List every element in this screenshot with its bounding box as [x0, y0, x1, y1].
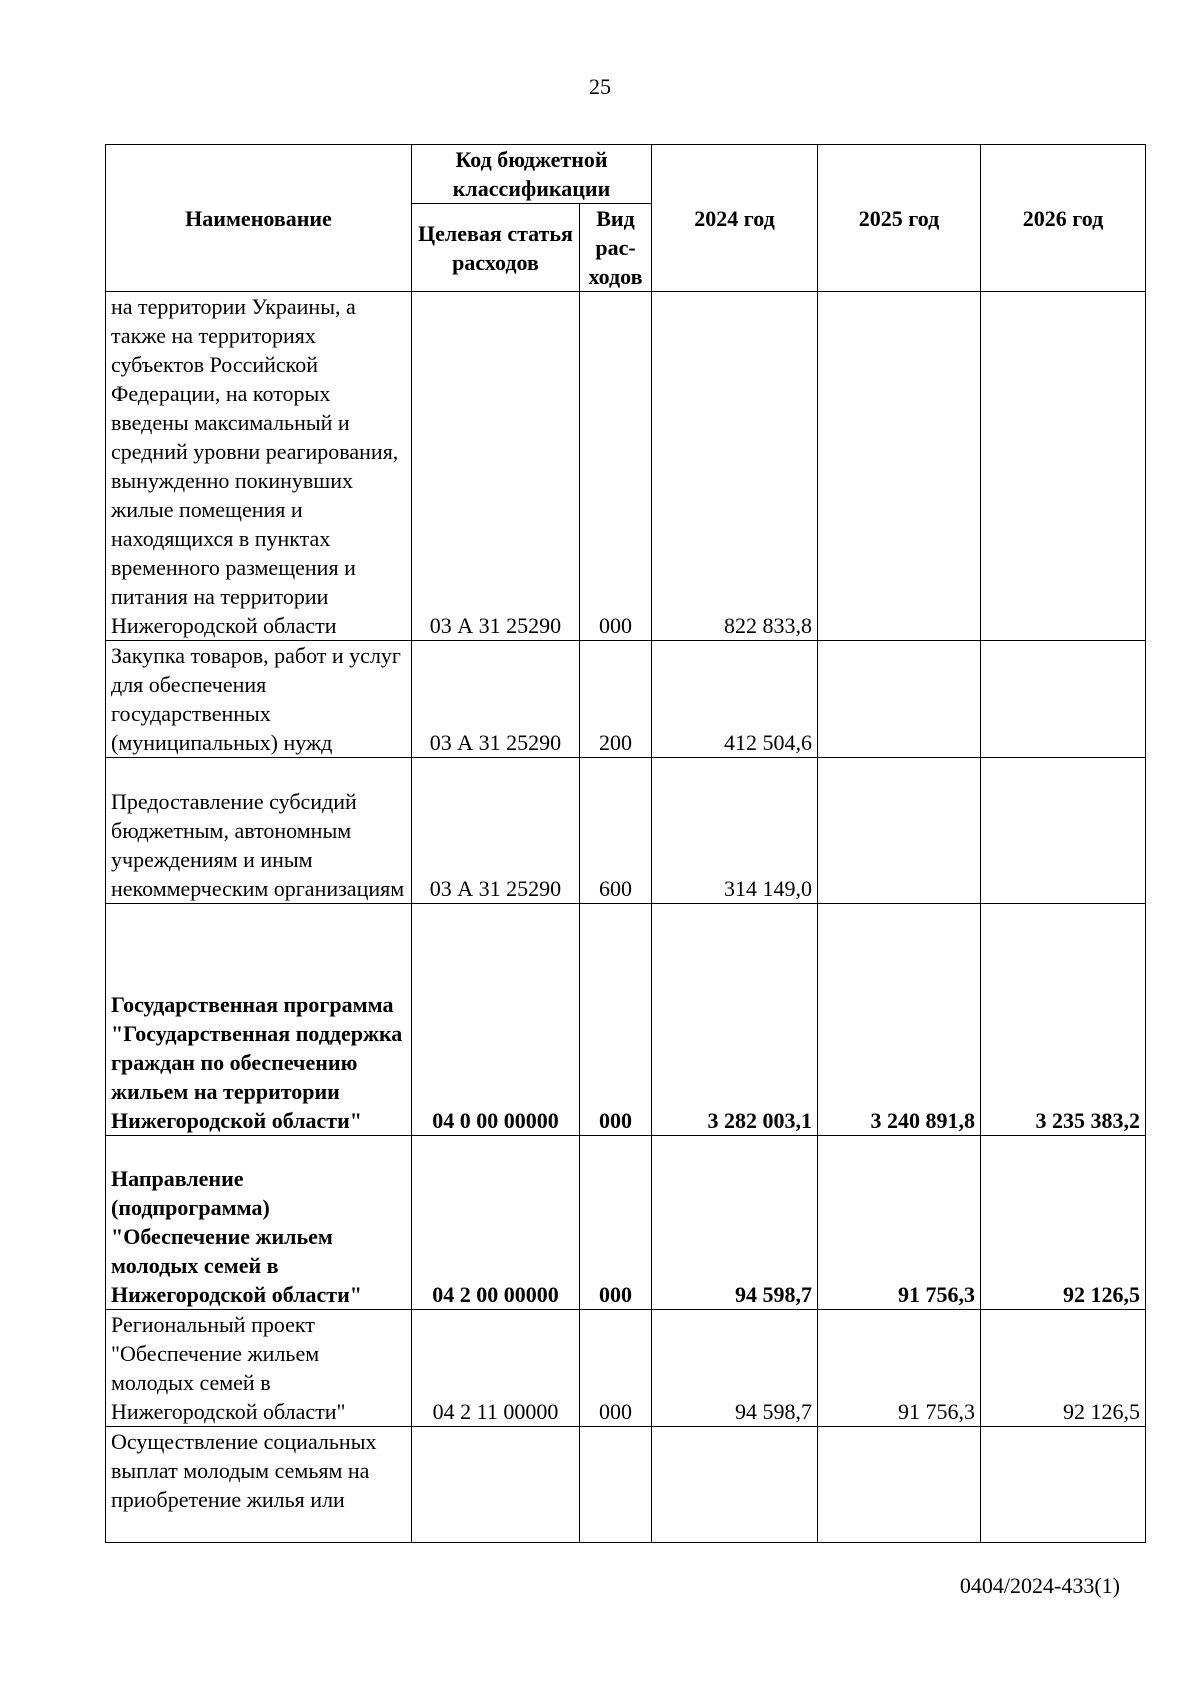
row-expense-kind: 200	[580, 641, 652, 758]
row-name: Предоставление субсидий бюджетным, автономным учреждениям и иным некоммерческим организациям	[106, 758, 412, 904]
row-2024: 94 598,7	[652, 1136, 818, 1310]
header-code-group: Код бюджетной классификации	[412, 145, 652, 204]
table-row	[106, 292, 1146, 641]
row-2026: 3 235 383,2	[981, 904, 1146, 1136]
page-number: 25	[589, 74, 611, 99]
row-expense-kind: 600	[580, 758, 652, 904]
header-expense-kind: Вид рас-ходов	[580, 204, 652, 292]
table-body	[106, 292, 1146, 1543]
header-2025: 2025 год	[818, 145, 981, 292]
document-id: 0404/2024-433(1)	[959, 1573, 1120, 1598]
table-row	[106, 1310, 1146, 1427]
table-row	[106, 904, 1146, 1136]
row-expense-kind: 000	[580, 904, 652, 1136]
row-2024: 94 598,7	[652, 1310, 818, 1427]
row-2024: 314 149,0	[652, 758, 818, 904]
row-2024	[652, 1427, 818, 1543]
row-2026	[981, 641, 1146, 758]
row-target-article: 04 0 00 00000	[412, 904, 580, 1136]
budget-table	[105, 144, 1146, 1543]
row-2024: 3 282 003,1	[652, 904, 818, 1136]
header-name: Наименование	[106, 145, 412, 292]
row-2026	[981, 758, 1146, 904]
row-2026: 92 126,5	[981, 1310, 1146, 1427]
row-target-article: 04 2 11 00000	[412, 1310, 580, 1427]
row-2026	[981, 292, 1146, 641]
row-target-article: 03 А 31 25290	[412, 641, 580, 758]
row-name: Закупка товаров, работ и услуг для обеспечения государственных (муниципальных) нужд	[106, 641, 412, 758]
row-2026	[981, 1427, 1146, 1543]
row-name: Осуществление социальных выплат молодым семьям на приобретение жилья или	[106, 1427, 412, 1543]
row-expense-kind: 000	[580, 1136, 652, 1310]
row-2025: 3 240 891,8	[818, 904, 981, 1136]
row-2024: 412 504,6	[652, 641, 818, 758]
row-target-article: 03 А 31 25290	[412, 292, 580, 641]
row-name: на территории Украины, а также на территориях субъектов Российской Федерации, на которых введены максимальный и средний уровни реагирования, вынужденно покинувших жилые помещения и находящихся в пунктах временного размещения и питания на территории Нижегородской области	[106, 292, 412, 641]
header-target-article: Целевая статья расходов	[412, 204, 580, 292]
table-header	[106, 145, 1146, 292]
table-row	[106, 1427, 1146, 1543]
row-2025	[818, 641, 981, 758]
row-name: Государственная программа "Государственная поддержка граждан по обеспечению жильем на территории Нижегородской области"	[106, 904, 412, 1136]
row-expense-kind: 000	[580, 292, 652, 641]
row-2025	[818, 292, 981, 641]
row-target-article	[412, 1427, 580, 1543]
row-expense-kind: 000	[580, 1310, 652, 1427]
row-2025	[818, 1427, 981, 1543]
row-2025: 91 756,3	[818, 1136, 981, 1310]
row-target-article: 04 2 00 00000	[412, 1136, 580, 1310]
row-2025	[818, 758, 981, 904]
row-expense-kind	[580, 1427, 652, 1543]
row-name: Направление (подпрограмма) "Обеспечение жильем молодых семей в Нижегородской области"	[106, 1136, 412, 1310]
table-row	[106, 1136, 1146, 1310]
table-row	[106, 758, 1146, 904]
row-2026: 92 126,5	[981, 1136, 1146, 1310]
row-name: Региональный проект "Обеспечение жильем молодых семей в Нижегородской области"	[106, 1310, 412, 1427]
table-row	[106, 641, 1146, 758]
row-2024: 822 833,8	[652, 292, 818, 641]
row-2025: 91 756,3	[818, 1310, 981, 1427]
header-2026: 2026 год	[981, 145, 1146, 292]
header-2024: 2024 год	[652, 145, 818, 292]
row-target-article: 03 А 31 25290	[412, 758, 580, 904]
